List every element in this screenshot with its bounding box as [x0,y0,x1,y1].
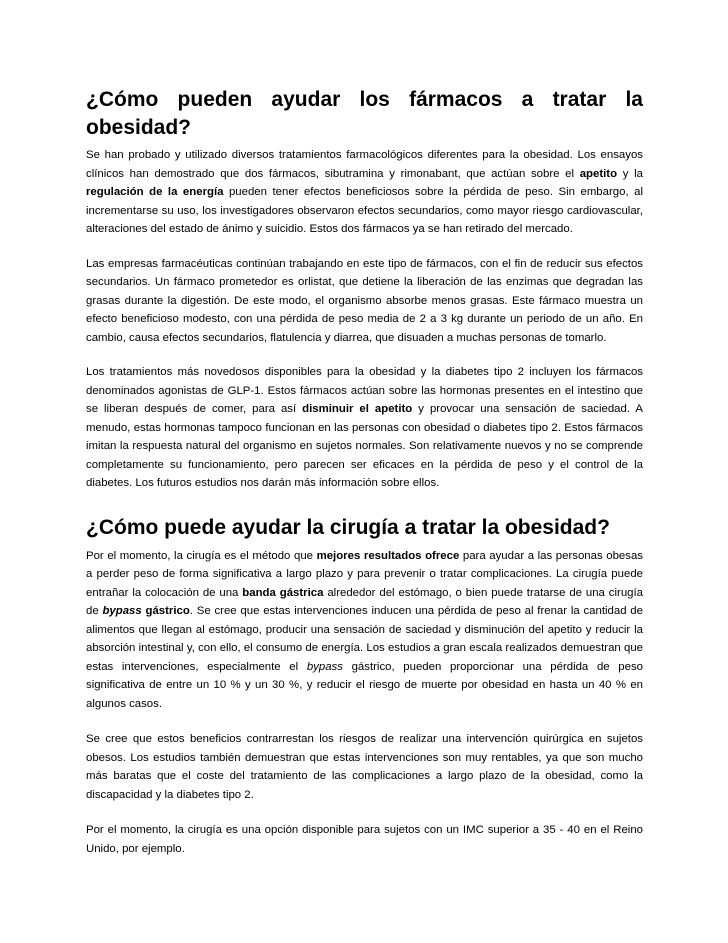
text-run: . Se cree que estas intervenciones inducen una pérdida de peso al frenar la cantidad de alimentos que llegan al estómago, producir una sensación de saciedad y disminución del apetito y reducir la absorción intestinal y, con ello, el consumo de energía. Los estudios a gran escala realizados demuestran que estas intervenciones, especialmente el [86,605,643,673]
section-heading-drugs-line2: obesidad? [86,116,192,139]
bold-term-gastric-band: banda gástrica [242,586,324,599]
section-heading-drugs-line1: ¿Cómo pueden ayudar los fármacos a tratar la [86,88,643,111]
paragraph-drugs-3 [86,363,643,493]
text-run: gástrico, pueden proporcionar una pérdida de peso significativa de entre un 10 % y un 30 %, y reducir el riesgo de muerte por obesidad en hasta un 40 % en algunos casos. [86,660,643,710]
bold-term-gastric-bypass [102,605,189,617]
paragraph-surgery-1 [86,547,643,714]
text-run: y la [617,167,643,180]
text-run: y provocar una sensación de saciedad. A menudo, estas hormonas tampoco funcionan en las personas con obesidad o diabetes tipo 2. Estos fármacos imitan la respuesta natural del organismo en sujetos normales. Son relativamente nuevos y no se comprende completamente su funcionamiento, pero parecen ser eficaces en la pérdida de peso y el control de la diabetes. Los futuros estudios nos darán más información sobre ellos. [86,403,643,489]
section-heading-surgery: ¿Cómo puede ayudar la cirugía a tratar la obesidad? [86,515,610,539]
bold-term-best-results: mejores resultados ofrece [316,549,460,562]
text-run: Los tratamientos más novedosos disponibles para la obesidad y la diabetes tipo 2 incluyen los fármacos denominados agonistas de GLP-1. Estos fármacos actúan sobre las hormonas presentes en el intestino que se liberan después de comer, para así [86,366,643,415]
paragraph-drugs-1 [86,146,643,239]
text-run: alrededor del estómago, o bien puede tratarse de una cirugía de [86,586,643,617]
paragraph-drugs-2: Las empresas farmacéuticas continúan trabajando en este tipo de fármacos, con el fin de reducir sus efectos secundarios. Un fármaco prometedor es orlistat, que detiene la liberación de las enzimas que degradan las grasas durante la digestión. De este modo, el organismo absorbe menos grasas. Este fármaco muestra un efecto beneficioso modesto, con una pérdida de peso media de 2 a 3 kg durante un periodo de un año. En cambio, causa efectos secundarios, flatulencia y diarrea, que disuaden a muchas personas de tomarlo. [86,257,643,344]
text-run: gástrico [141,605,190,617]
paragraph-surgery-3: Por el momento, la cirugía es una opción disponible para sujetos con un IMC superior a 35 - 40 en el Reino Unido, por ejemplo. [86,824,643,855]
text-run: Se han probado y utilizado diversos tratamientos farmacológicos diferentes para la obesidad. Los ensayos clínicos han demostrado que dos fármacos, sibutramina y rimonabant, que actúan sobre el [86,149,643,180]
bold-term-appetite: apetito [579,167,618,180]
italic-term-bypass: bypass [102,605,142,617]
bold-term-energy-regulation: regulación de la energía [86,186,224,198]
text-run: Por el momento, la cirugía es el método que [86,549,317,562]
italic-term-bypass: bypass [306,660,343,673]
text-run: pueden tener efectos beneficiosos sobre la pérdida de peso. Sin embargo, al incrementarse su uso, los investigadores observaron efectos secundarios, como mayor riesgo cardiovascular, alteraciones del estado de ánimo y suicidio. Estos dos fármacos ya se han retirado del mercado. [86,186,643,235]
paragraph-surgery-2: Se cree que estos beneficios contrarrestan los riesgos de realizar una intervención quirúrgica en sujetos obesos. Los estudios también demuestran que estas intervenciones son muy rentables, ya que son mucho más baratas que el coste del tratamiento de las complicaciones a largo plazo de la obesidad, como la discapacidad y la diabetes tipo 2. [86,733,643,801]
bold-term-reduce-appetite: disminuir el apetito [302,403,413,415]
document-page [86,86,643,876]
text-run: para ayudar a las personas obesas a perder peso de forma significativa a largo plazo y para prevenir o tratar complicaciones. La cirugía puede entrañar la colocación de una [86,549,643,599]
